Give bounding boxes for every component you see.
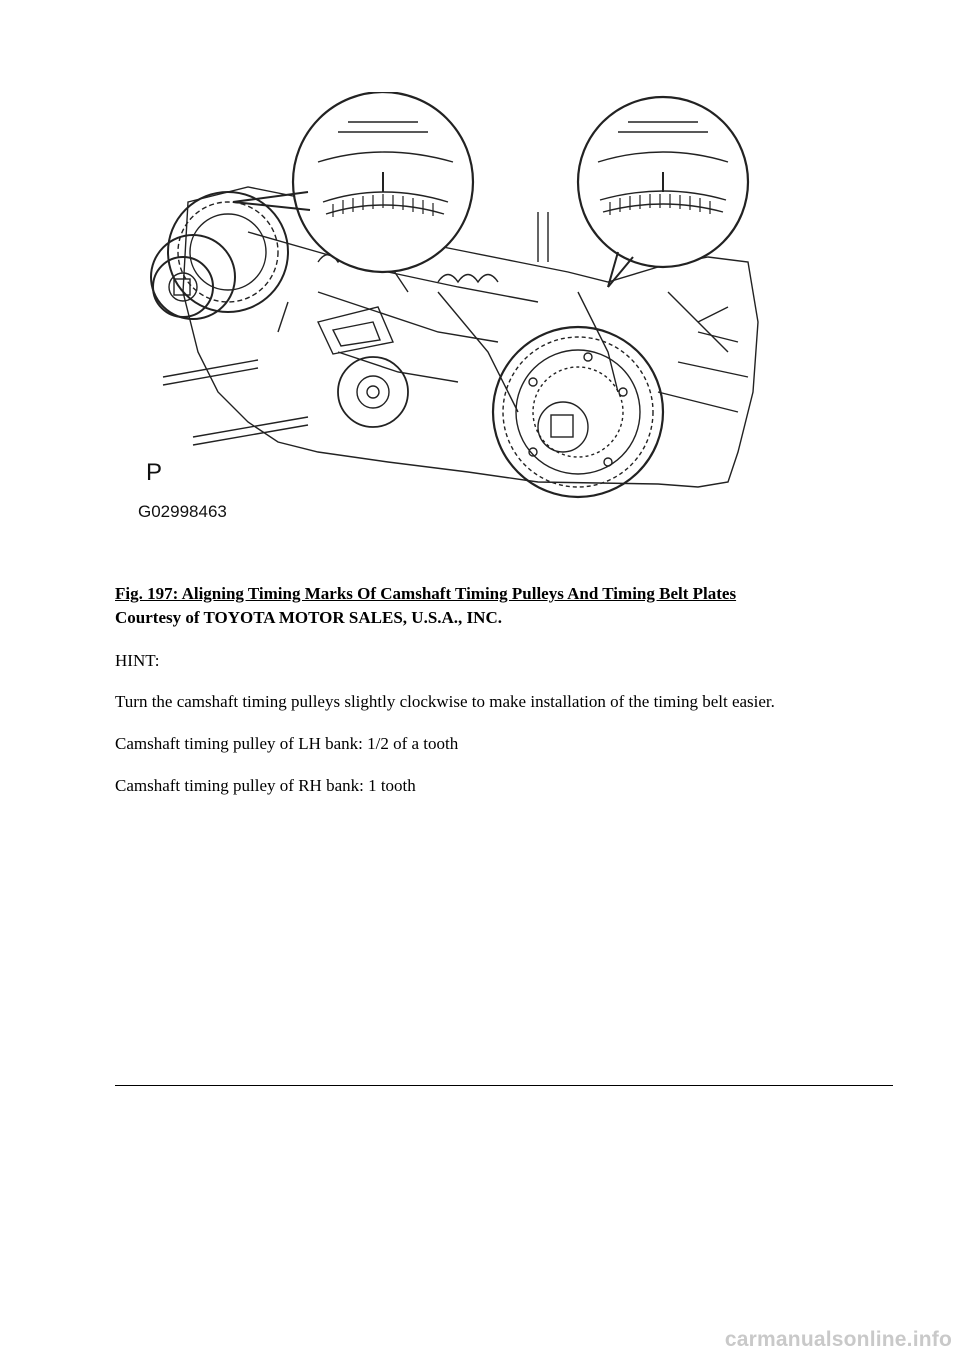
engine-timing-pulleys-illustration — [138, 92, 768, 532]
figure-code: G02998463 — [138, 502, 227, 521]
page-divider — [115, 1085, 893, 1086]
figure-caption: Fig. 197: Aligning Timing Marks Of Camshaft Timing Pulleys And Timing Belt Plates — [115, 584, 737, 603]
figure-label-p: P — [146, 459, 163, 486]
hint-label: HINT: — [115, 651, 160, 670]
watermark: carmanualsonline.info — [724, 1328, 952, 1351]
hint-paragraph: Turn the camshaft timing pulleys slightly clockwise to make installation of the timing belt easier. — [115, 692, 775, 711]
engine-timing-figure — [138, 92, 768, 532]
courtesy-line: Courtesy of TOYOTA MOTOR SALES, U.S.A., INC. — [115, 608, 502, 627]
rh-bank-note: Camshaft timing pulley of RH bank: 1 tooth — [115, 776, 416, 795]
lh-bank-note: Camshaft timing pulley of LH bank: 1/2 of a tooth — [115, 734, 459, 753]
